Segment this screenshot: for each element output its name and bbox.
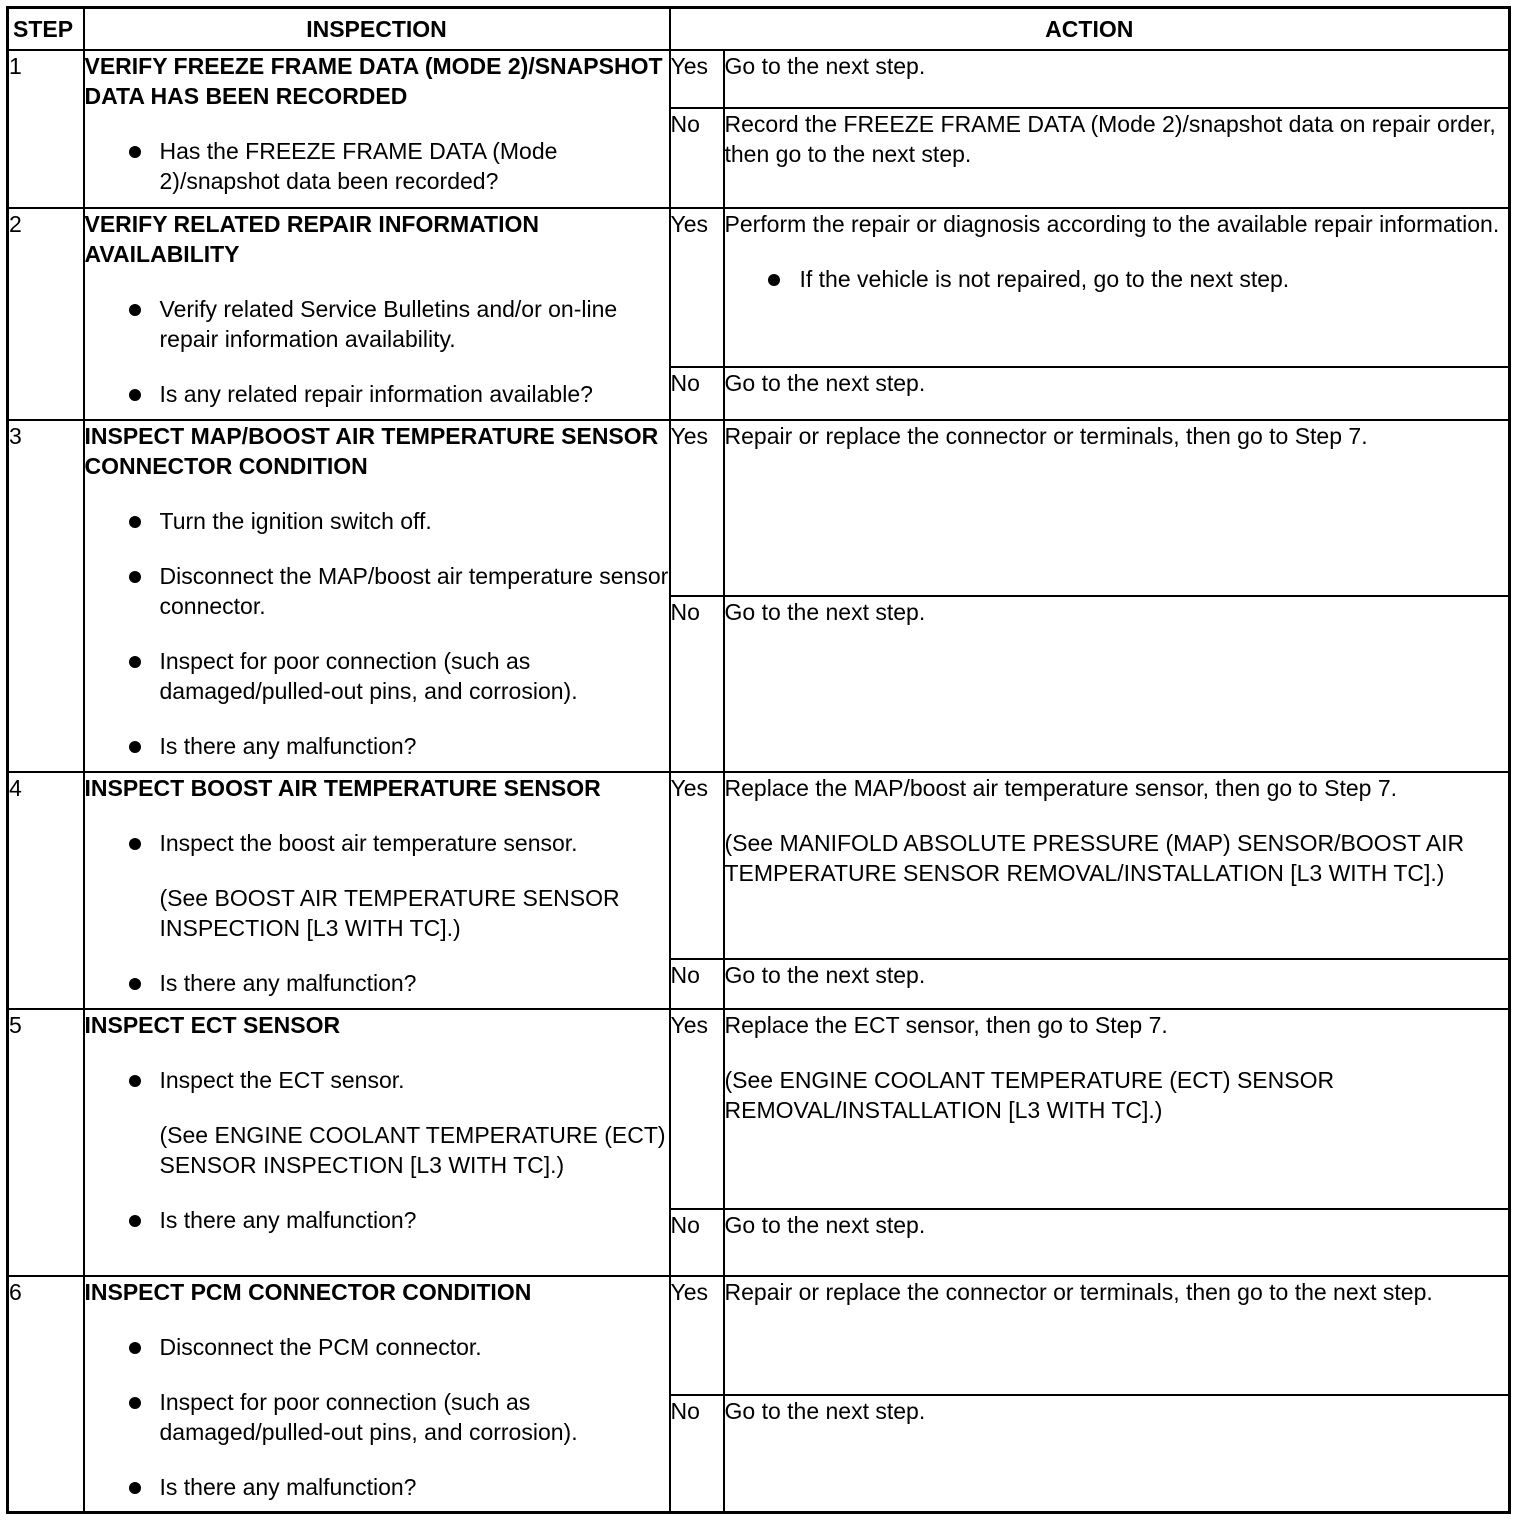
no-label: No bbox=[670, 108, 724, 208]
yes-action: Perform the repair or diagnosis according to the available repair information. If the vehicle is not repaired, go to the next step. bbox=[724, 208, 1510, 367]
bullet-icon bbox=[129, 741, 141, 753]
yes-action: Go to the next step. bbox=[724, 50, 1510, 108]
action-bullet: If the vehicle is not repaired, go to the next step. bbox=[725, 264, 1509, 294]
no-action: Go to the next step. bbox=[724, 596, 1510, 772]
reference-note: (See BOOST AIR TEMPERATURE SENSOR INSPECTION [L3 WITH TC].) bbox=[159, 885, 620, 941]
step-5-yes-row bbox=[8, 1009, 1510, 1209]
step-title: INSPECT ECT SENSOR bbox=[84, 1012, 341, 1038]
inspection-bullet: Is there any malfunction? bbox=[85, 968, 669, 998]
no-label: No bbox=[670, 596, 724, 772]
bullet-icon bbox=[129, 1075, 141, 1087]
bullet-icon bbox=[129, 978, 141, 990]
bullet-icon bbox=[129, 656, 141, 668]
step-1-yes-row bbox=[8, 50, 1510, 108]
step-title: INSPECT PCM CONNECTOR CONDITION bbox=[84, 1279, 532, 1305]
yes-action: Repair or replace the connector or terminals, then go to the next step. bbox=[724, 1276, 1510, 1395]
reference-note: (See ENGINE COOLANT TEMPERATURE (ECT) SENSOR INSPECTION [L3 WITH TC].) bbox=[159, 1122, 666, 1178]
step-3-yes-row bbox=[8, 420, 1510, 596]
inspection-bullet: Inspect for poor connection (such as damaged/pulled-out pins, and corrosion). bbox=[85, 1387, 669, 1447]
inspection-bullet: Inspect for poor connection (such as damaged/pulled-out pins, and corrosion). bbox=[85, 646, 669, 706]
step-inspection bbox=[84, 50, 670, 208]
bullet-icon bbox=[129, 1482, 141, 1494]
reference-note: (See ENGINE COOLANT TEMPERATURE (ECT) SENSOR REMOVAL/INSTALLATION [L3 WITH TC].) bbox=[724, 1067, 1335, 1123]
step-6-yes-row bbox=[8, 1276, 1510, 1395]
yes-action: Replace the ECT sensor, then go to Step 7. (See ENGINE COOLANT TEMPERATURE (ECT) SENSOR REMOVAL/INSTALLATION [L3 WITH TC].) bbox=[724, 1009, 1510, 1209]
step-inspection bbox=[84, 772, 670, 1009]
bullet-icon bbox=[768, 274, 780, 286]
no-label: No bbox=[670, 367, 724, 420]
inspection-bullet: Disconnect the PCM connector. bbox=[85, 1332, 669, 1362]
yes-label: Yes bbox=[670, 208, 724, 367]
reference-note: (See MANIFOLD ABSOLUTE PRESSURE (MAP) SENSOR/BOOST AIR TEMPERATURE SENSOR REMOVAL/INSTALLATION [L3 WITH TC].) bbox=[724, 830, 1465, 886]
no-action: Go to the next step. bbox=[724, 959, 1510, 1009]
step-4-yes-row bbox=[8, 772, 1510, 959]
no-action: Go to the next step. bbox=[724, 1395, 1510, 1512]
step-inspection bbox=[84, 1276, 670, 1512]
step-number: 2 bbox=[8, 208, 84, 420]
yes-action: Repair or replace the connector or terminals, then go to Step 7. bbox=[724, 420, 1510, 596]
inspection-bullet: Is there any malfunction? bbox=[85, 731, 669, 761]
inspection-bullet: Inspect the ECT sensor. bbox=[85, 1065, 669, 1095]
step-number: 5 bbox=[8, 1009, 84, 1276]
step-inspection bbox=[84, 1009, 670, 1276]
step-title: VERIFY FREEZE FRAME DATA (MODE 2)/SNAPSHOT DATA HAS BEEN RECORDED bbox=[84, 53, 663, 109]
step-title: INSPECT BOOST AIR TEMPERATURE SENSOR bbox=[84, 775, 601, 801]
yes-action: Replace the MAP/boost air temperature sensor, then go to Step 7. (See MANIFOLD ABSOLUTE PRESSURE (MAP) SENSOR/BOOST AIR TEMPERATURE SENSOR REMOVAL/INSTALLATION [L3 WITH TC].) bbox=[724, 772, 1510, 959]
inspection-bullet: Inspect the boost air temperature sensor. bbox=[85, 828, 669, 858]
step-inspection bbox=[84, 420, 670, 772]
inspection-bullet: Verify related Service Bulletins and/or on-line repair information availability. bbox=[85, 294, 669, 354]
step-number: 3 bbox=[8, 420, 84, 772]
no-label: No bbox=[670, 1209, 724, 1276]
step-number: 6 bbox=[8, 1276, 84, 1512]
inspection-bullet: Is there any malfunction? bbox=[85, 1472, 669, 1502]
header-action: ACTION bbox=[670, 8, 1510, 51]
bullet-icon bbox=[129, 304, 141, 316]
no-action: Record the FREEZE FRAME DATA (Mode 2)/snapshot data on repair order, then go to the next step. bbox=[724, 108, 1510, 208]
bullet-icon bbox=[129, 838, 141, 850]
bullet-icon bbox=[129, 1342, 141, 1354]
step-number: 4 bbox=[8, 772, 84, 1009]
inspection-bullet: Is there any malfunction? bbox=[85, 1205, 669, 1235]
diagnostic-procedure-table bbox=[6, 6, 1511, 1514]
bullet-icon bbox=[129, 516, 141, 528]
yes-label: Yes bbox=[670, 420, 724, 596]
yes-label: Yes bbox=[670, 50, 724, 108]
yes-label: Yes bbox=[670, 1009, 724, 1209]
header-row bbox=[8, 8, 1510, 51]
header-step: STEP bbox=[8, 8, 84, 51]
bullet-icon bbox=[129, 571, 141, 583]
inspection-bullet: Turn the ignition switch off. bbox=[85, 506, 669, 536]
bullet-icon bbox=[129, 389, 141, 401]
no-label: No bbox=[670, 1395, 724, 1512]
yes-label: Yes bbox=[670, 1276, 724, 1395]
no-action: Go to the next step. bbox=[724, 1209, 1510, 1276]
no-action: Go to the next step. bbox=[724, 367, 1510, 420]
step-title: VERIFY RELATED REPAIR INFORMATION AVAILABILITY bbox=[84, 211, 539, 267]
header-inspection: INSPECTION bbox=[84, 8, 670, 51]
no-label: No bbox=[670, 959, 724, 1009]
inspection-bullet: Has the FREEZE FRAME DATA (Mode 2)/snapshot data been recorded? bbox=[85, 136, 669, 196]
step-number: 1 bbox=[8, 50, 84, 208]
step-inspection bbox=[84, 208, 670, 420]
bullet-icon bbox=[129, 146, 141, 158]
inspection-bullet: Disconnect the MAP/boost air temperature sensor connector. bbox=[85, 561, 669, 621]
step-2-yes-row bbox=[8, 208, 1510, 367]
inspection-bullet: Is any related repair information available? bbox=[85, 379, 669, 409]
yes-label: Yes bbox=[670, 772, 724, 959]
step-title: INSPECT MAP/BOOST AIR TEMPERATURE SENSOR CONNECTOR CONDITION bbox=[84, 423, 659, 479]
bullet-icon bbox=[129, 1397, 141, 1409]
bullet-icon bbox=[129, 1215, 141, 1227]
